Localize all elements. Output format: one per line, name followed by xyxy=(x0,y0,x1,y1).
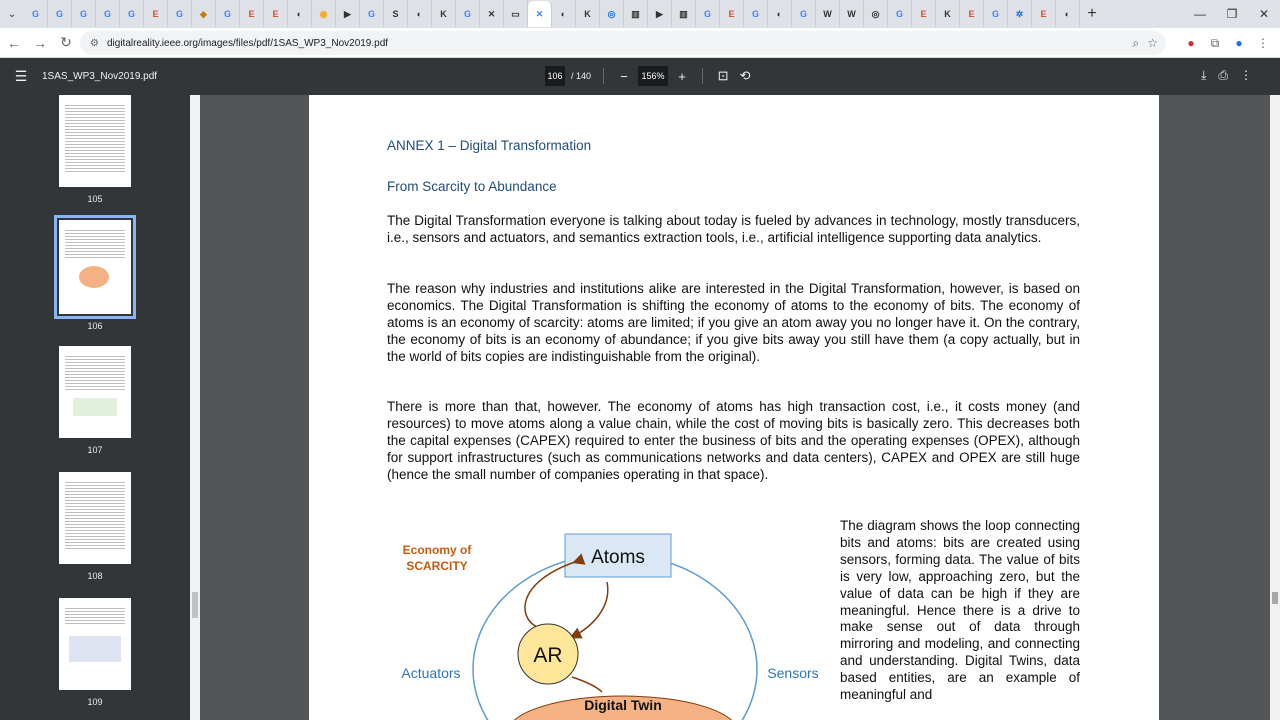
tab[interactable] xyxy=(264,1,288,27)
sensors-label: Sensors xyxy=(767,665,819,681)
profile-avatar[interactable]: ● xyxy=(1235,36,1243,50)
tab[interactable] xyxy=(240,1,264,27)
tab-favicon-icon: K xyxy=(440,8,447,19)
tab-favicon-icon: ◐ xyxy=(560,8,567,19)
tab[interactable] xyxy=(600,1,624,27)
new-tab-button[interactable]: + xyxy=(1087,5,1097,22)
more-actions-icon[interactable]: ⋮ xyxy=(1240,68,1252,82)
tab-favicon-icon: ▶ xyxy=(344,8,351,19)
zoom-in-icon[interactable]: + xyxy=(678,68,686,84)
arrow-atoms-to-ar xyxy=(572,582,608,637)
zoom-icon[interactable]: ⌕ xyxy=(1132,35,1140,50)
thumbnail-image[interactable] xyxy=(59,346,131,438)
thumbnail-number: 109 xyxy=(87,697,103,707)
tab[interactable] xyxy=(1032,1,1056,27)
tab-favicon-icon: G xyxy=(895,8,903,19)
tab-list xyxy=(24,0,1080,28)
thumbnail-image[interactable] xyxy=(59,472,131,564)
tab-favicon-icon: ▥ xyxy=(631,8,640,19)
paragraph-3: There is more than that, however. The economy of atoms has high transaction cost, i.e., it costs money (and resources) to move atoms along a value chain, while the cost of moving bits is basically zero. This decreases both the capital expenses (CAPEX) required to enter the business of bits and the operating expenses (OPEX), although for support infrastructures (such as communications networks and data centers), CAPEX and OPEX are still huge (hence the small number of companies operating in that space). xyxy=(387,399,1080,482)
download-icon[interactable]: ⤓ xyxy=(1201,68,1207,82)
tab-favicon-icon: E xyxy=(968,8,975,19)
tab[interactable] xyxy=(480,1,504,27)
tab-favicon-icon: ▶ xyxy=(656,8,663,19)
tab[interactable] xyxy=(552,1,576,27)
tab-favicon-icon: ▥ xyxy=(679,8,688,19)
tab-favicon-icon: G xyxy=(463,8,471,19)
fit-page-icon[interactable]: ⊡ xyxy=(717,68,729,83)
browser-toolbar xyxy=(0,28,1280,58)
tab-favicon-icon: ◎ xyxy=(607,8,616,19)
thumbnail-image[interactable] xyxy=(59,95,131,187)
tab-favicon-icon: W xyxy=(847,8,856,19)
tab-favicon-icon: ◐ xyxy=(776,8,783,19)
url-text: digitalreality.ieee.org/images/files/pdf/1SAS_WP3_Nov2019.pdf xyxy=(106,37,389,49)
zoom-input[interactable]: 156% xyxy=(638,66,668,86)
tab-favicon-icon: ◎ xyxy=(871,8,880,19)
tab-favicon-icon: ◆ xyxy=(200,8,207,19)
tab[interactable] xyxy=(624,1,648,27)
rotate-icon[interactable]: ⟲ xyxy=(739,68,751,83)
sidebar-menu-icon[interactable]: ☰ xyxy=(14,68,28,84)
tab[interactable] xyxy=(192,1,216,27)
thumbnail-105[interactable] xyxy=(0,95,190,204)
tab[interactable] xyxy=(360,1,384,27)
tab[interactable] xyxy=(48,1,72,27)
tab[interactable] xyxy=(816,1,840,27)
tab[interactable] xyxy=(1008,1,1032,27)
ar-label: AR xyxy=(533,644,563,667)
extensions-puzzle-icon[interactable]: ⧉ xyxy=(1210,35,1220,50)
forward-icon[interactable]: → xyxy=(33,34,47,51)
tab[interactable] xyxy=(144,1,168,27)
sidebar-scrollbar[interactable] xyxy=(190,95,200,720)
tab[interactable] xyxy=(720,1,744,27)
thumbnail-diagram xyxy=(69,636,121,662)
restore-icon[interactable]: ❐ xyxy=(1226,7,1238,21)
tab-search-icon[interactable]: ⌄ xyxy=(7,8,17,20)
tab[interactable] xyxy=(984,1,1008,27)
tab-favicon-icon: ✕ xyxy=(487,8,496,19)
atoms-label: Atoms xyxy=(591,547,645,568)
tab[interactable] xyxy=(936,1,960,27)
tab-favicon-icon: E xyxy=(1040,8,1047,19)
tab[interactable] xyxy=(888,1,912,27)
tab[interactable] xyxy=(408,1,432,27)
tab[interactable] xyxy=(960,1,984,27)
arrow-twin-to-ar xyxy=(572,677,602,692)
paragraph-2: The reason why industries and institutions alike are interested in the Digital Transformation, however, is based on economics. The Digital Transformation is shifting the economy of atoms to the economy of bits. The economy of atoms is an economy of scarcity: atoms are limited; if you give an atom away you no longer have it. On the contrary, the economy of bits is an economy of abundance; if you give bits away you still have them (a copy actually, but in the world of bits copies are indistinguishable from the original). xyxy=(387,281,1080,364)
tab[interactable] xyxy=(840,1,864,27)
thumbnail-number: 106 xyxy=(87,321,103,331)
tab-strip xyxy=(0,0,1280,28)
paragraph-1: The Digital Transformation everyone is talking about today is fueled by advances in technology, mostly transducers, i.e., sensors and actuators, and semantics extraction tools, i.e., artificial intelligence supporting data analytics. xyxy=(387,213,1080,245)
tab[interactable] xyxy=(672,1,696,27)
back-icon[interactable]: ← xyxy=(7,34,21,51)
tab-favicon-icon: W xyxy=(823,8,832,19)
close-window-icon[interactable]: ✕ xyxy=(1258,7,1270,21)
tab-favicon-icon: G xyxy=(31,8,39,19)
tab-favicon-icon: ◐ xyxy=(296,8,303,19)
thumbnail-image-selected[interactable] xyxy=(59,220,131,314)
tab-active[interactable] xyxy=(528,1,552,27)
loop-circle xyxy=(473,554,757,720)
thumbnail-image[interactable] xyxy=(59,598,131,690)
thumbnail-number: 108 xyxy=(87,571,103,581)
tab-favicon-icon: G xyxy=(127,8,135,19)
tab-favicon-icon: E xyxy=(152,8,159,19)
thumbnail-number: 105 xyxy=(87,194,103,204)
pdf-page xyxy=(309,95,1159,720)
tab-favicon-icon: E xyxy=(920,8,927,19)
minimize-icon[interactable]: — xyxy=(1194,7,1206,21)
tab[interactable] xyxy=(792,1,816,27)
tab[interactable] xyxy=(648,1,672,27)
site-info-icon[interactable]: ⚙ xyxy=(90,37,99,49)
divider xyxy=(702,68,703,84)
viewer-scroll-thumb[interactable] xyxy=(1272,592,1278,604)
divider xyxy=(603,68,604,84)
tab[interactable] xyxy=(288,1,312,27)
tab[interactable] xyxy=(312,1,336,27)
pdf-toolbar xyxy=(0,58,1280,95)
annex-heading: ANNEX 1 – Digital Transformation xyxy=(387,138,592,153)
close-tab-icon[interactable]: ✕ xyxy=(535,8,544,19)
digital-twin-label: Digital Twin xyxy=(584,697,662,713)
tab-favicon-icon: G xyxy=(223,8,231,19)
tab[interactable] xyxy=(336,1,360,27)
window-controls xyxy=(1184,0,1280,28)
tab-favicon-icon: K xyxy=(944,8,951,19)
tab[interactable] xyxy=(72,1,96,27)
tab[interactable] xyxy=(504,1,528,27)
tab[interactable] xyxy=(744,1,768,27)
tab-favicon-icon: ◐ xyxy=(416,8,423,19)
extension-icon[interactable]: ● xyxy=(1187,36,1195,50)
tab-favicon-icon: G xyxy=(367,8,375,19)
tab[interactable] xyxy=(432,1,456,27)
tab-favicon-icon: G xyxy=(751,8,759,19)
tab[interactable] xyxy=(1056,1,1080,27)
section-heading: From Scarcity to Abundance xyxy=(387,179,557,194)
print-icon[interactable]: ⎙ xyxy=(1218,68,1228,82)
menu-kebab-icon[interactable]: ⋮ xyxy=(1257,36,1269,50)
tab[interactable] xyxy=(24,1,48,27)
thumbnail-diagram xyxy=(79,266,109,288)
tab-favicon-icon: ✲ xyxy=(1015,8,1024,19)
tab-favicon-icon: E xyxy=(248,8,255,19)
tab-favicon-icon: ◐ xyxy=(1064,8,1071,19)
reload-icon[interactable]: ↻ xyxy=(60,34,72,50)
tab[interactable] xyxy=(768,1,792,27)
economy-label-line2: SCARCITY xyxy=(406,559,468,573)
thumbnail-sidebar xyxy=(0,95,190,720)
page-number-input[interactable]: 106 xyxy=(545,66,565,86)
thumbnail-108[interactable] xyxy=(0,472,190,581)
tab[interactable] xyxy=(576,1,600,27)
tab[interactable] xyxy=(384,1,408,27)
tab-favicon-icon: G xyxy=(703,8,711,19)
tab-favicon-icon: G xyxy=(799,8,807,19)
tab-favicon-icon: G xyxy=(55,8,63,19)
diagram-description: The diagram shows the loop connecting bits and atoms: bits are created using sensors, forming data. The value of bits is very low, approaching zero, but the value of data can be high if they are meaningful. Hence there is a drive to make sense out of data through mirroring and modeling, and connecting and understanding. Digital Twins, data based entities, are an example of meaningful and xyxy=(840,518,1080,703)
tab[interactable] xyxy=(456,1,480,27)
tab[interactable] xyxy=(912,1,936,27)
tab-favicon-icon: E xyxy=(728,8,735,19)
tab-favicon-icon: K xyxy=(584,8,591,19)
thumbnail-107[interactable] xyxy=(0,346,190,455)
bookmark-star-icon[interactable]: ☆ xyxy=(1147,35,1158,50)
tab-favicon-icon: E xyxy=(272,8,279,19)
address-bar[interactable] xyxy=(80,31,1166,55)
tab-favicon-icon: G xyxy=(79,8,87,19)
tab-favicon-icon: G xyxy=(175,8,183,19)
economy-label-line1: Economy of xyxy=(402,543,472,557)
zoom-out-icon[interactable]: − xyxy=(620,68,628,84)
tab[interactable] xyxy=(216,1,240,27)
tab[interactable] xyxy=(864,1,888,27)
tab-favicon-icon: ▭ xyxy=(511,8,520,19)
actuators-label: Actuators xyxy=(401,665,461,681)
tab[interactable] xyxy=(96,1,120,27)
thumbnail-number: 107 xyxy=(87,445,103,455)
tab-favicon-icon: ◉ xyxy=(319,8,328,19)
bits-atoms-diagram xyxy=(387,527,837,720)
thumbnail-109[interactable] xyxy=(0,598,190,707)
thumbnail-106[interactable] xyxy=(0,220,190,331)
tab[interactable] xyxy=(120,1,144,27)
viewer-scrollbar[interactable] xyxy=(1270,95,1280,720)
tab-favicon-icon: G xyxy=(991,8,999,19)
page-total: / 140 xyxy=(571,71,592,81)
tab-favicon-icon: G xyxy=(103,8,111,19)
thumbnail-diagram xyxy=(73,398,117,416)
sidebar-scroll-thumb[interactable] xyxy=(192,592,198,618)
tab[interactable] xyxy=(168,1,192,27)
pdf-viewer xyxy=(200,95,1270,720)
pdf-title: 1SAS_WP3_Nov2019.pdf xyxy=(42,71,158,82)
tab[interactable] xyxy=(696,1,720,27)
tab-favicon-icon: S xyxy=(392,8,399,19)
